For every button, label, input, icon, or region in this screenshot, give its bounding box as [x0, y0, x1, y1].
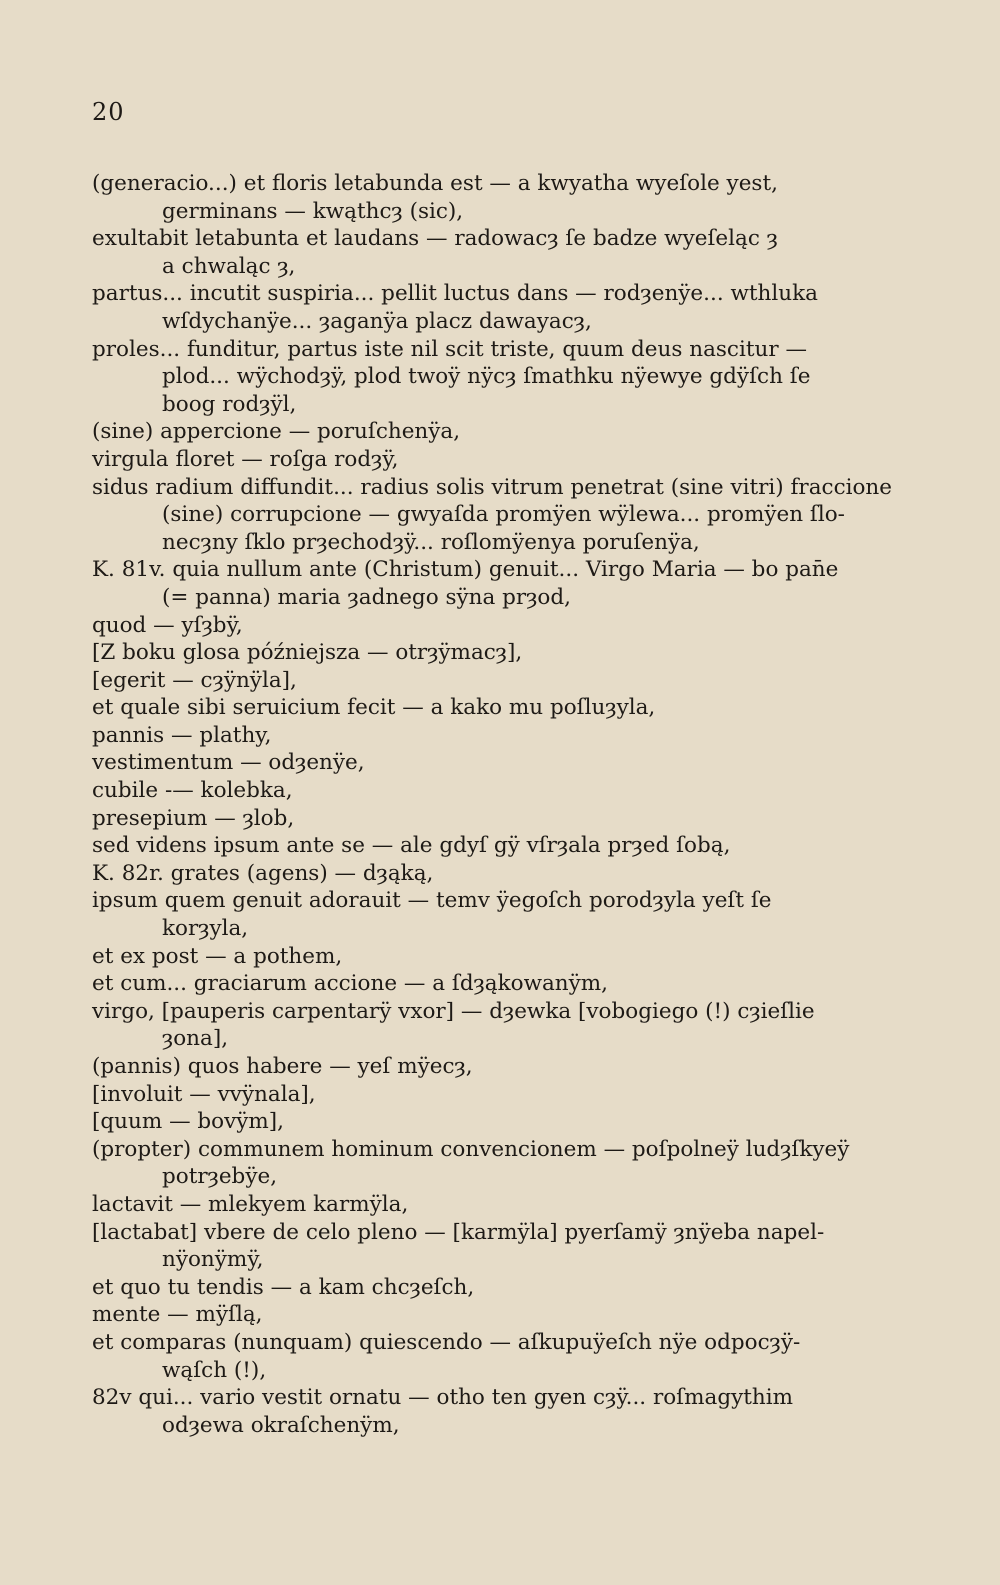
- page-number: 20: [92, 98, 125, 126]
- gloss-entry: K. 82r. grates (agens) — dȝąką,: [92, 860, 434, 886]
- gloss-entry: K. 81v. quia nullum ante (Christum) genuit... Virgo Maria — bo pan̄e (= panna) maria ȝadnego sÿna prȝod,: [92, 557, 839, 610]
- gloss-entry: [involuit — vvÿnala],: [92, 1081, 316, 1107]
- gloss-entry: sed videns ipsum ante se — ale gdyſ gÿ vſrȝala prȝed ſobą,: [92, 833, 731, 859]
- gloss-entry: cubile -— kolebka,: [92, 778, 293, 804]
- gloss-entry: et ex post — a pothem,: [92, 943, 343, 969]
- gloss-entry: et quo tu tendis — a kam chcȝeſch,: [92, 1274, 475, 1300]
- gloss-entry: [lactabat] vbere de celo pleno — [karmÿla] pyerſamÿ ȝnÿeba napel- nÿonÿmÿ,: [92, 1219, 825, 1273]
- gloss-entry: virgo, [pauperis carpentarÿ vxor] — dȝewka [vobogiego (!) cȝieſlie ȝona],: [92, 998, 815, 1052]
- gloss-entry: [quum — bovÿm],: [92, 1109, 285, 1135]
- glossary-text: [92, 170, 907, 1439]
- gloss-entry: lactavit — mlekyem karmÿla,: [92, 1191, 409, 1217]
- gloss-entry: pannis — plathy,: [92, 722, 272, 748]
- gloss-entry: presepium — ȝlob,: [92, 805, 295, 831]
- gloss-entry: et comparas (nunquam) quiescendo — aſkupuÿeſch nÿe odpocȝÿ- wąſch (!),: [92, 1329, 801, 1383]
- gloss-entry: (sine) appercione — poruſchenÿa,: [92, 419, 461, 445]
- gloss-entry: (pannis) quos habere — yeſ mÿecȝ,: [92, 1054, 473, 1079]
- gloss-entry: et cum... graciarum accione — a ſdȝąkowanÿm,: [92, 971, 609, 997]
- gloss-entry: mente — mÿſlą,: [92, 1302, 263, 1328]
- gloss-entry: vestimentum — odȝenÿe,: [92, 750, 365, 776]
- gloss-entry: virgula floret — roſga rodȝÿ,: [92, 446, 399, 472]
- gloss-entry: [egerit — cȝÿnÿla],: [92, 667, 297, 693]
- gloss-entry: 82v qui... vario vestit ornatu — otho ten gyen cȝÿ... roſmagythim odȝewa okraſchenÿm,: [92, 1385, 793, 1438]
- gloss-entry: (generacio...) et floris letabunda est — a kwyatha wyeſole yest, germinans — kwąthcȝ (sic),: [92, 171, 778, 224]
- gloss-entry: [Z boku glosa późniejsza — otrȝÿmacȝ],: [92, 640, 523, 666]
- gloss-entry: quod — yſȝbÿ,: [92, 612, 243, 638]
- gloss-entry: ipsum quem genuit adorauit — temv ÿegoſch porodȝyla yeſt ſe korȝyla,: [92, 888, 772, 942]
- gloss-entry: exultabit letabunta et laudans — radowacȝ ſe badze wyeſeląc ȝ a chwaląc ȝ,: [92, 226, 778, 279]
- gloss-entry: (propter) communem hominum convencionem — poſpolneÿ ludȝſkyeÿ potrȝebÿe,: [92, 1136, 850, 1190]
- gloss-entry: partus... incutit suspiria... pellit luctus dans — rodȝenÿe... wthluka wſdychanÿe... ȝaganÿa placz dawayacȝ,: [92, 281, 818, 334]
- gloss-entry: proles... funditur, partus iste nil scit triste, quum deus nascitur — plod... wÿchodȝÿ, plod twoÿ nÿcȝ ſmathku nÿewye gdÿſch ſe boog rodȝÿl,: [92, 336, 811, 417]
- gloss-entry: sidus radium diffundit... radius solis vitrum penetrat (sine vitri) fraccione (sine) corrupcione — gwyaſda promÿen wÿlewa... promÿen ſlo- necȝny ſklo prȝechodȝÿ... roſlomÿenya poruſenÿa,: [92, 474, 893, 555]
- gloss-entry: et quale sibi seruicium fecit — a kako mu poſluȝyla,: [92, 695, 656, 721]
